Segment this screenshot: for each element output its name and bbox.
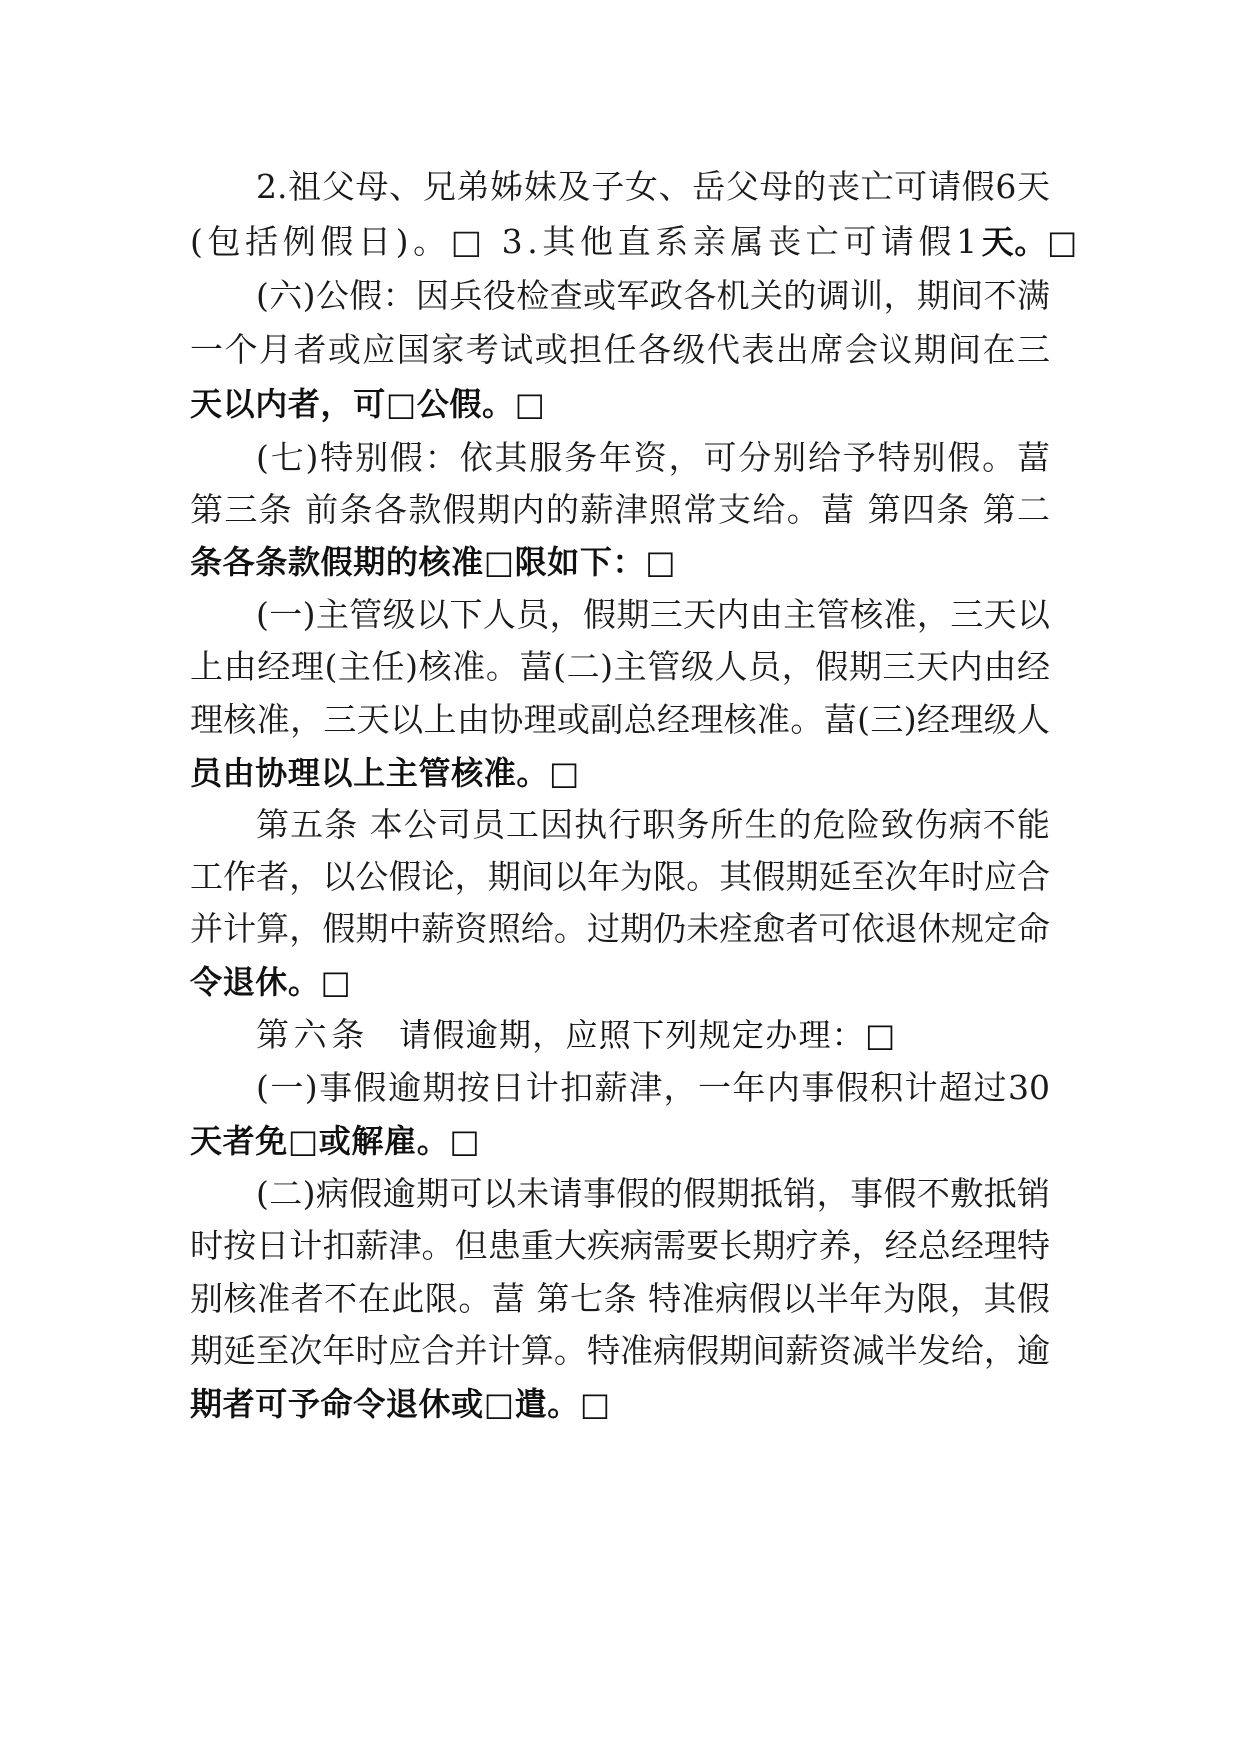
paragraph-line: 期者可予命令退休或□遣。□ bbox=[190, 1385, 611, 1423]
paragraph-line bbox=[190, 212, 1078, 272]
paragraph-line: 时按日计扣薪津。但患重大疾病需要长期疗养，经总经理特 bbox=[190, 1226, 1050, 1265]
paragraph-line: 一个月者或应国家考试或担任各级代表出席会议期间在三 bbox=[190, 330, 1050, 369]
paragraph-line: 第五条 本公司员工因执行职务所生的危险致伤病不能 bbox=[256, 805, 1050, 844]
paragraph-line: 并计算，假期中薪资照给。过期仍未痊愈者可依退休规定命 bbox=[190, 909, 1050, 948]
text-segment: (包括例假日)。□ 3.其他直系亲属丧亡可请假1 bbox=[190, 222, 982, 261]
paragraph-line: 天以内者，可□公假。□ bbox=[190, 385, 546, 423]
paragraph-line: 理核准，三天以上由协理或副总经理核准。葍(三)经理级人 bbox=[190, 700, 1050, 739]
paragraph-line: 令退休。□ bbox=[190, 963, 352, 1001]
paragraph-line: 工作者，以公假论，期间以年为限。其假期延至次年时应合 bbox=[190, 857, 1050, 896]
paragraph-line: 条各条款假期的核准□限如下：□ bbox=[190, 543, 677, 581]
paragraph-line: (一)事假逾期按日计扣薪津，一年内事假积计超过30 bbox=[256, 1068, 1050, 1107]
paragraph-line: 员由协理以上主管核准。□ bbox=[190, 754, 580, 792]
text-segment-sans: 请假逾期，应照下列规定办理：□ bbox=[399, 1016, 897, 1054]
paragraph-line: 别核准者不在此限。葍 第七条 特准病假以半年为限，其假 bbox=[190, 1279, 1050, 1318]
paragraph-line: (六)公假：因兵役检查或军政各机关的调训，期间不满 bbox=[256, 276, 1050, 315]
paragraph-line: 上由经理(主任)核准。葍(二)主管级人员，假期三天内由经 bbox=[190, 647, 1050, 686]
paragraph-line: 天者免□或解雇。□ bbox=[190, 1122, 481, 1160]
text-segment: 第六条 bbox=[256, 1015, 369, 1054]
paragraph-line: 期延至次年时应合并计算。特准病假期间薪资减半发给，逾 bbox=[190, 1331, 1050, 1370]
paragraph-line bbox=[256, 1005, 1050, 1065]
paragraph-line: 第三条 前条各款假期内的薪津照常支给。葍 第四条 第二 bbox=[190, 490, 1050, 529]
text-segment-bold: 天。□ bbox=[981, 223, 1078, 261]
paragraph-line: (一)主管级以下人员，假期三天内由主管核准，三天以 bbox=[256, 595, 1050, 634]
paragraph-line: 2.祖父母、兄弟姊妹及子女、岳父母的丧亡可请假6天 bbox=[256, 167, 1050, 206]
paragraph-line: (七)特别假：依其服务年资，可分别给予特别假。葍 bbox=[256, 438, 1050, 477]
paragraph-line: (二)病假逾期可以未请事假的假期抵销，事假不敷抵销 bbox=[256, 1174, 1050, 1213]
